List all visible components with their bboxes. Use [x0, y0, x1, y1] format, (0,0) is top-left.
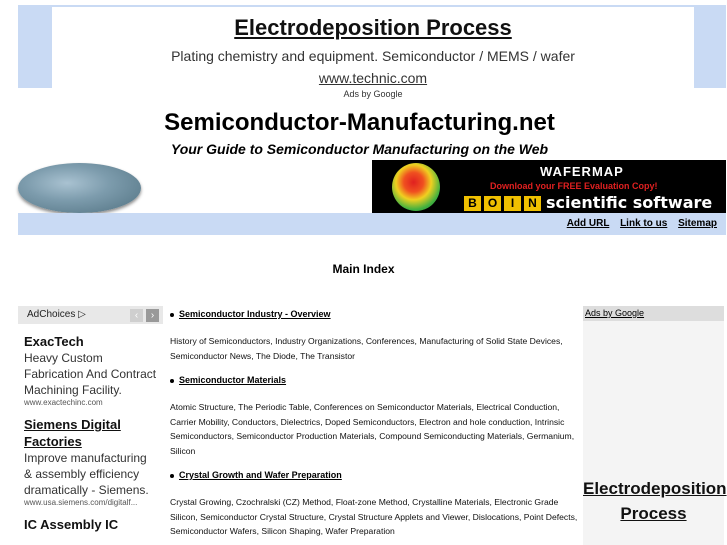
ad-item[interactable]: [18, 516, 163, 533]
section-link[interactable]: Semiconductor Industry - Overview: [179, 309, 331, 319]
wafer-image: [18, 163, 141, 213]
top-ad-frame: [18, 5, 726, 99]
wafermap-banner[interactable]: [372, 160, 726, 214]
adchoices-bar: [18, 306, 163, 324]
ad-title[interactable]: IC Assembly IC: [24, 517, 119, 532]
right-ad-title-link[interactable]: Electrodeposition Process: [583, 479, 727, 523]
top-ad-title-link[interactable]: Electrodeposition Process: [234, 15, 512, 40]
sitemap-link[interactable]: Sitemap: [678, 218, 717, 229]
page-heading: Main Index: [332, 262, 395, 276]
prev-ad-button[interactable]: ‹: [130, 309, 143, 322]
site-title: Semiconductor-Manufacturing.net: [164, 109, 555, 136]
nav-bar: [18, 213, 726, 235]
section-link[interactable]: Crystal Growth and Wafer Preparation: [179, 470, 342, 480]
section-heading: [170, 309, 582, 319]
link-to-us-link[interactable]: Link to us: [620, 218, 668, 229]
site-tagline: Your Guide to Semiconductor Manufacturing on the Web: [170, 141, 549, 157]
section-link[interactable]: Semiconductor Materials: [179, 375, 287, 385]
section-description: Atomic Structure, The Periodic Table, Conferences on Semiconductor Materials, Electrical Conduction, Carrier Mobility, Conductors, Dielectrics, Doped Semiconductors, Electron and hole conduction, Intrinsic Semiconductors, Semiconductor Production Materials, Compound Semiconducting Materials, Germanium, Silicon: [170, 402, 575, 456]
banner-logo-letters: [464, 196, 544, 211]
adchoices-link[interactable]: [27, 309, 86, 320]
ad-title[interactable]: ExacTech: [24, 334, 84, 349]
ad-item[interactable]: [18, 333, 163, 407]
bullet-icon: [170, 379, 174, 383]
left-ad-column: [18, 306, 163, 545]
adchoices-icon: ▷: [78, 309, 86, 320]
section-heading: [170, 375, 582, 385]
ad-body: Heavy Custom Fabrication And Contract Machining Facility.: [24, 351, 157, 397]
top-ad-description: Plating chemistry and equipment. Semiconductor / MEMS / wafer: [171, 48, 575, 64]
adchoices-label: AdChoices: [27, 309, 76, 320]
logo-letter: N: [524, 196, 541, 211]
bullet-icon: [170, 474, 174, 478]
ad-item[interactable]: [18, 416, 163, 507]
banner-brand: scientific software: [546, 193, 713, 212]
section-description: History of Semiconductors, Industry Organizations, Conferences, Manufacturing of Solid State Devices, Semiconductor News, The Diode, The Transistor: [170, 336, 563, 361]
ad-url[interactable]: www.exactechinc.com: [24, 398, 103, 407]
ad-url[interactable]: www.usa.siemens.com/digitalf...: [24, 498, 138, 507]
top-ad-attribution: Ads by Google: [343, 89, 403, 99]
main-content: [170, 306, 582, 545]
ad-body: Improve manufacturing & assembly efficiency dramatically - Siemens.: [24, 451, 149, 497]
ads-by-google-link[interactable]: Ads by Google: [583, 306, 724, 321]
logo-letter: O: [484, 196, 501, 211]
next-ad-button[interactable]: ›: [146, 309, 159, 322]
ad-title[interactable]: Siemens Digital Factories: [24, 417, 121, 449]
top-ad-url-link[interactable]: www.technic.com: [318, 70, 428, 86]
section-heading: [170, 470, 582, 480]
bullet-icon: [170, 313, 174, 317]
banner-subtitle: Download your FREE Evaluation Copy!: [490, 181, 658, 191]
banner-title: WAFERMAP: [540, 164, 624, 179]
logo-letter: B: [464, 196, 481, 211]
section-description: Crystal Growing, Czochralski (CZ) Method, Float-zone Method, Crystalline Materials, Electronic Grade Silicon, Semiconductor Crystal Structure, Crystal Structure Applets and Viewer, Dislocations, Point Defects, Semiconductor Wafers, Silicon Shaping, Wafer Preparation: [170, 497, 578, 536]
add-url-link[interactable]: Add URL: [566, 218, 610, 229]
logo-letter: I: [504, 196, 521, 211]
wafermap-globe-icon: [392, 163, 440, 211]
top-ad[interactable]: [52, 7, 694, 99]
right-ad-column: [583, 306, 727, 545]
